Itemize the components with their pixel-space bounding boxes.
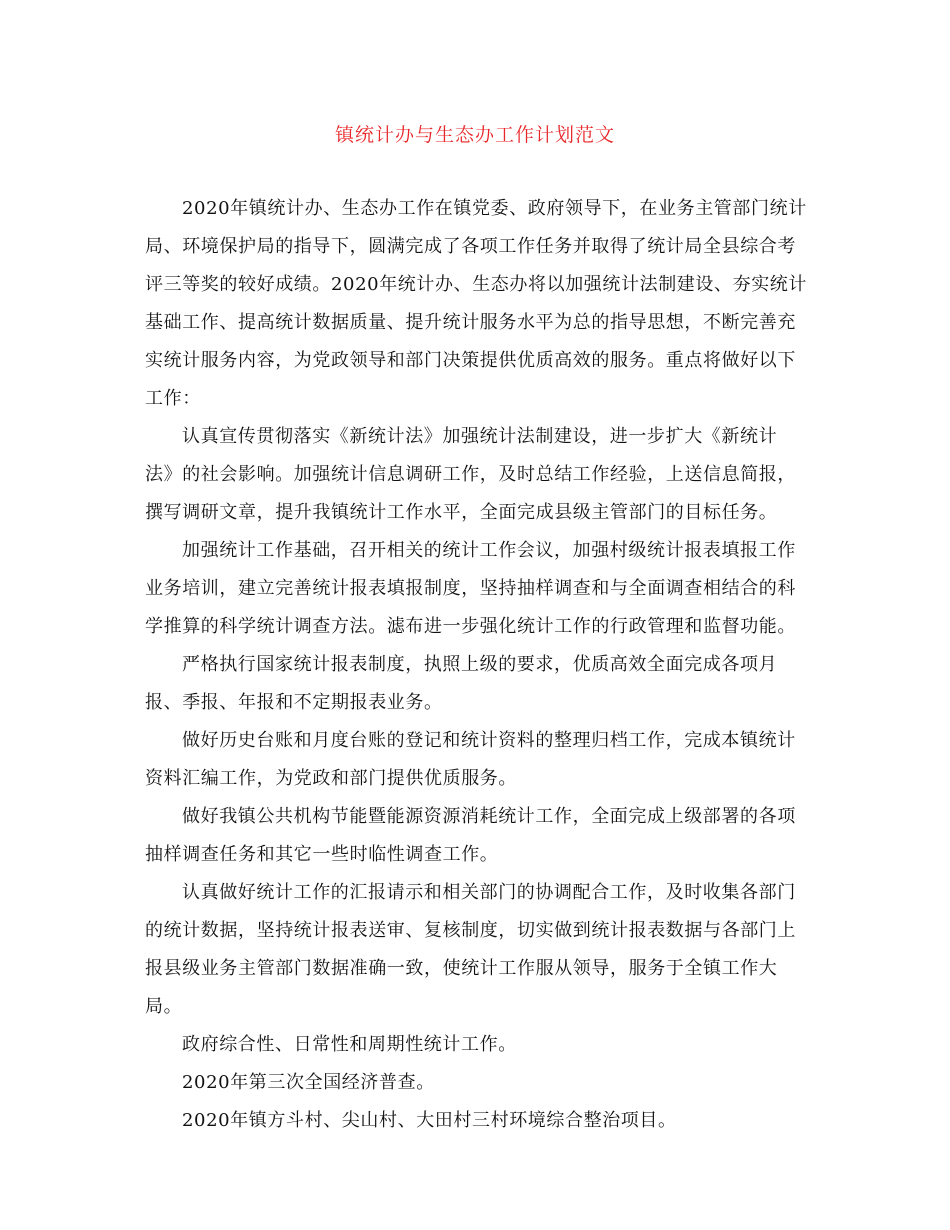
text-line: 认真做好统计工作的汇报请示和相关部门的协调配合工作，及时收集各部门 [182, 882, 796, 903]
text-line: 认真宣传贯彻落实《新统计法》加强统计法制建设，进一步扩大《新统计 [182, 426, 778, 447]
text-line: 做好我镇公共机构节能暨能源资源消耗统计工作，全面完成上级部署的各项 [182, 806, 796, 827]
paragraph [145, 722, 805, 798]
text-line: 报县级业务主管部门数据准确一致，使统计工作服从领导，服务于全镇工作大 [145, 958, 778, 979]
paragraph [145, 1064, 805, 1102]
paragraph [145, 1102, 805, 1140]
text-line: 法》的社会影响。加强统计信息调研工作，及时总结工作经验，上送信息简报， [145, 464, 796, 485]
text-line: 资料汇编工作，为党政和部门提供优质服务。 [145, 768, 517, 789]
text-line: 2020年镇统计办、生态办工作在镇党委、政府领导下，在业务主管部门统计 [182, 198, 807, 219]
text-line: 做好历史台账和月度台账的登记和统计资料的整理归档工作，完成本镇统计 [182, 730, 796, 751]
text-line: 学推算的科学统计调查方法。滤布进一步强化统计工作的行政管理和监督功能。 [145, 616, 796, 637]
text-line: 报、季报、年报和不定期报表业务。 [145, 692, 443, 713]
text-line: 的统计数据，坚持统计报表送审、复核制度，切实做到统计报表数据与各部门上 [145, 920, 796, 941]
paragraph [145, 798, 805, 874]
text-line: 工作： [145, 388, 201, 409]
text-line: 局。 [145, 996, 183, 1017]
text-line: 业务培训，建立完善统计报表填报制度，坚持抽样调查和与全面调查相结合的科 [145, 578, 796, 599]
text-line: 评三等奖的较好成绩。2020年统计办、生态办将以加强统计法制建设、夯实统计 [145, 274, 808, 295]
paragraph [145, 418, 805, 532]
paragraph [145, 646, 805, 722]
text-line: 抽样调查任务和其它一些时临性调查工作。 [145, 844, 499, 865]
paragraph [145, 1026, 805, 1064]
text-line: 基础工作、提高统计数据质量、提升统计服务水平为总的指导思想，不断完善充 [145, 312, 796, 333]
text-line: 严格执行国家统计报表制度，执照上级的要求，优质高效全面完成各项月 [182, 654, 778, 675]
paragraph [145, 190, 808, 418]
text-line: 局、环境保护局的指导下，圆满完成了各项工作任务并取得了统计局全县综合考 [145, 236, 796, 257]
text-line: 政府综合性、日常性和周期性统计工作。 [182, 1034, 517, 1055]
text-line: 2020年镇方斗村、尖山村、大田村三村环境综合整治项目。 [182, 1110, 677, 1131]
text-line: 实统计服务内容，为党政领导和部门决策提供优质高效的服务。重点将做好以下 [145, 350, 796, 371]
text-line: 2020年第三次全国经济普查。 [182, 1072, 435, 1093]
text-line: 加强统计工作基础，召开相关的统计工作会议，加强村级统计报表填报工作 [182, 540, 796, 561]
paragraph [145, 874, 805, 1026]
document-body [145, 190, 808, 1140]
document-title: 镇统计办与生态办工作计划范文 [334, 124, 615, 146]
text-line: 撰写调研文章，提升我镇统计工作水平，全面完成县级主管部门的目标任务。 [145, 502, 778, 523]
paragraph [145, 532, 805, 646]
